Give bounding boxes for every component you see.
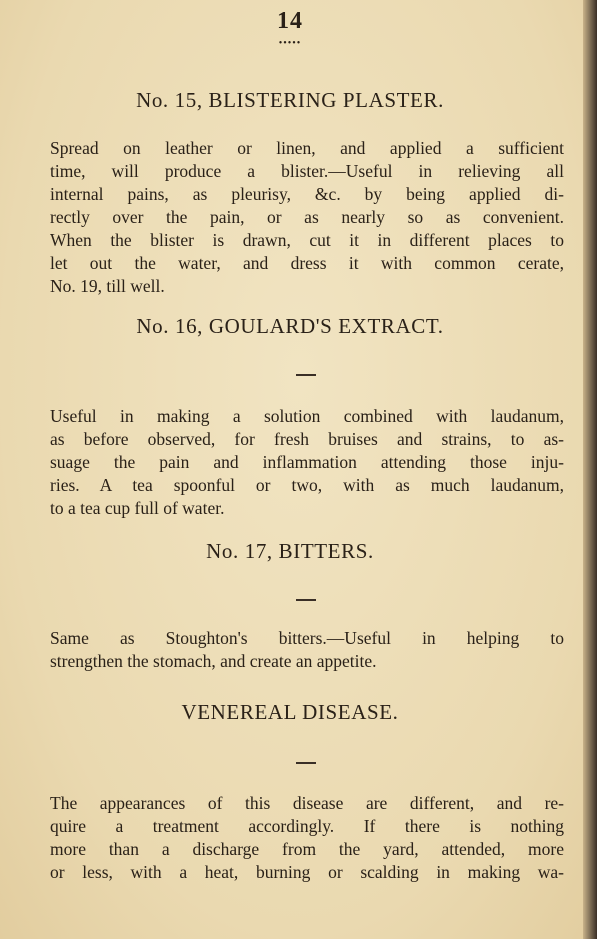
section-divider: [296, 599, 316, 601]
page-edge-shadow: [583, 0, 597, 939]
section-paragraph: [50, 137, 564, 298]
text-line: Same as Stoughton's bitters.—Useful in helping to: [50, 628, 564, 648]
section-heading: No. 15, BLISTERING PLASTER.: [136, 88, 444, 112]
text-line: When the blister is drawn, cut it in different places to: [50, 230, 564, 250]
text-line: The appearances of this disease are different, and re-: [50, 793, 564, 813]
text-line: or less, with a heat, burning or scalding in making wa-: [50, 862, 564, 882]
ornament-dots: •••••: [278, 38, 302, 49]
text-line: strengthen the stomach, and create an appetite.: [50, 651, 377, 671]
section-divider: [296, 762, 316, 764]
section-heading: No. 17, BITTERS.: [206, 539, 374, 563]
section-paragraph: [50, 405, 564, 520]
text-line: quire a treatment accordingly. If there is nothing: [50, 816, 564, 836]
text-line: ries. A tea spoonful or two, with as much laudanum,: [50, 475, 564, 495]
section-divider: [296, 374, 316, 376]
section-paragraph: [50, 792, 564, 884]
page-number: 14: [277, 8, 303, 34]
text-line: time, will produce a blister.—Useful in relieving all: [50, 161, 564, 181]
text-line: as before observed, for fresh bruises and strains, to as-: [50, 429, 564, 449]
section-paragraph: [50, 627, 564, 673]
text-line: Useful in making a solution combined with laudanum,: [50, 406, 564, 426]
text-line: to a tea cup full of water.: [50, 498, 225, 518]
section-heading: VENEREAL DISEASE.: [181, 700, 399, 724]
text-line: rectly over the pain, or as nearly so as convenient.: [50, 207, 564, 227]
text-line: let out the water, and dress it with common cerate,: [50, 253, 564, 273]
text-line: suage the pain and inflammation attending those inju-: [50, 452, 564, 472]
text-line: more than a discharge from the yard, attended, more: [50, 839, 564, 859]
section-heading: No. 16, GOULARD'S EXTRACT.: [136, 314, 444, 338]
text-line: No. 19, till well.: [50, 276, 165, 296]
text-line: Spread on leather or linen, and applied a sufficient: [50, 138, 564, 158]
text-line: internal pains, as pleurisy, &c. by being applied di-: [50, 184, 564, 204]
